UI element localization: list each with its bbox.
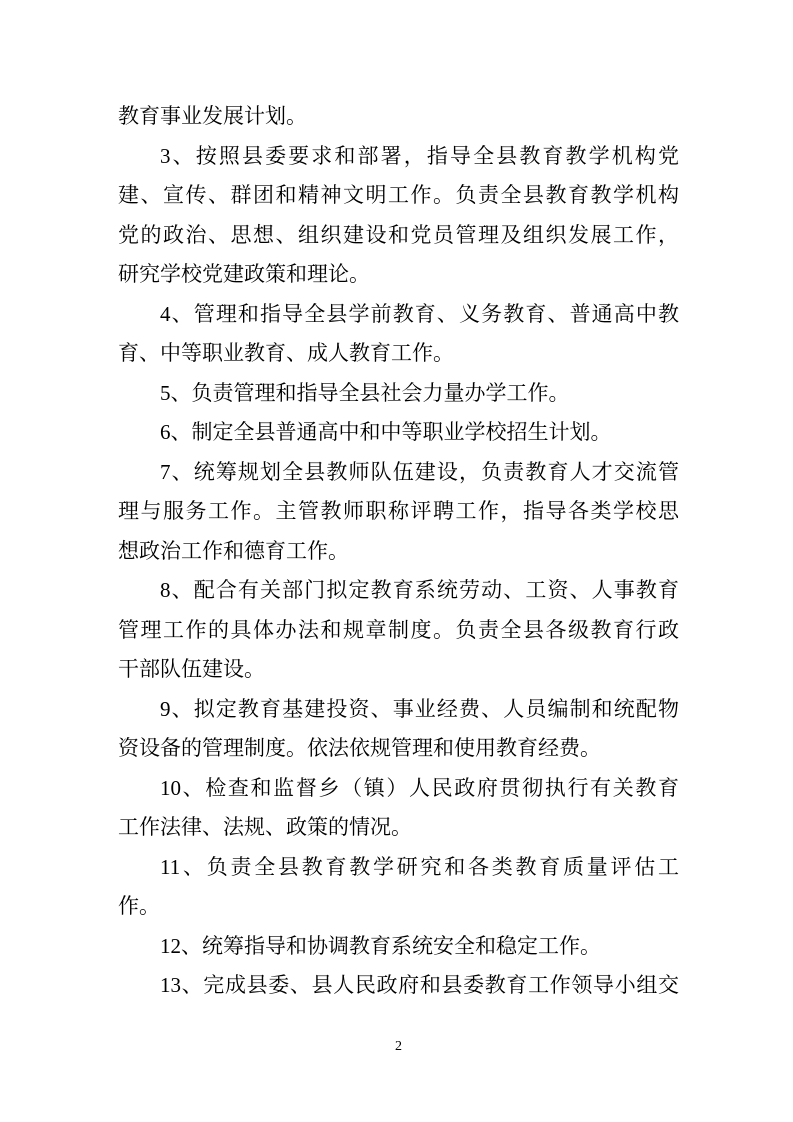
text-line: 干部队伍建设。: [118, 657, 265, 681]
text-line: 建、宣传、群团和精神文明工作。负责全县教育教学机构: [118, 183, 679, 207]
text-line: 教育事业发展计划。: [118, 104, 307, 128]
text-line: 研究学校党建政策和理论。: [118, 262, 370, 286]
text-line: 想政治工作和德育工作。: [118, 538, 349, 563]
text-line: 5、负责管理和指导全县社会力量办学工作。: [160, 380, 570, 405]
text-line: 3、按照县委要求和部署，指导全县教育教学机构党: [160, 143, 679, 168]
text-line: 管理工作的具体办法和规章制度。负责全县各级教育行政: [118, 617, 679, 642]
text-line: 13、完成县委、县人民政府和县委教育工作领导小组交: [160, 973, 679, 997]
text-line: 4、管理和指导全县学前教育、义务教育、普通高中教: [160, 301, 679, 326]
text-line: 10、检查和监督乡（镇）人民政府贯彻执行有关教育: [160, 775, 679, 800]
text-line: 工作法律、法规、政策的情况。: [118, 815, 412, 839]
text-line: 资设备的管理制度。依法依规管理和使用教育经费。: [118, 736, 601, 760]
page-number: 2: [395, 1039, 402, 1054]
text-line: 党的政治、思想、组织建设和党员管理及组织发展工作，: [118, 222, 679, 247]
page-footer: [118, 1037, 679, 1057]
text-line: 作。: [118, 894, 160, 918]
text-line: 12、统筹指导和协调教育系统安全和稳定工作。: [160, 933, 601, 958]
text-line: 11、负责全县教育教学研究和各类教育质量评估工: [160, 854, 679, 879]
text-line: 6、制定全县普通高中和中等职业学校招生计划。: [160, 420, 612, 444]
page-body-text: [118, 97, 679, 1006]
text-line: 7、统筹规划全县教师队伍建设，负责教育人才交流管: [160, 459, 679, 484]
text-line: 8、配合有关部门拟定教育系统劳动、工资、人事教育: [160, 578, 679, 602]
text-line: 理与服务工作。主管教师职称评聘工作，指导各类学校思: [118, 499, 679, 523]
text-line: 9、拟定教育基建投资、事业经费、人员编制和统配物: [160, 696, 679, 721]
text-line: 育、中等职业教育、成人教育工作。: [118, 341, 454, 365]
